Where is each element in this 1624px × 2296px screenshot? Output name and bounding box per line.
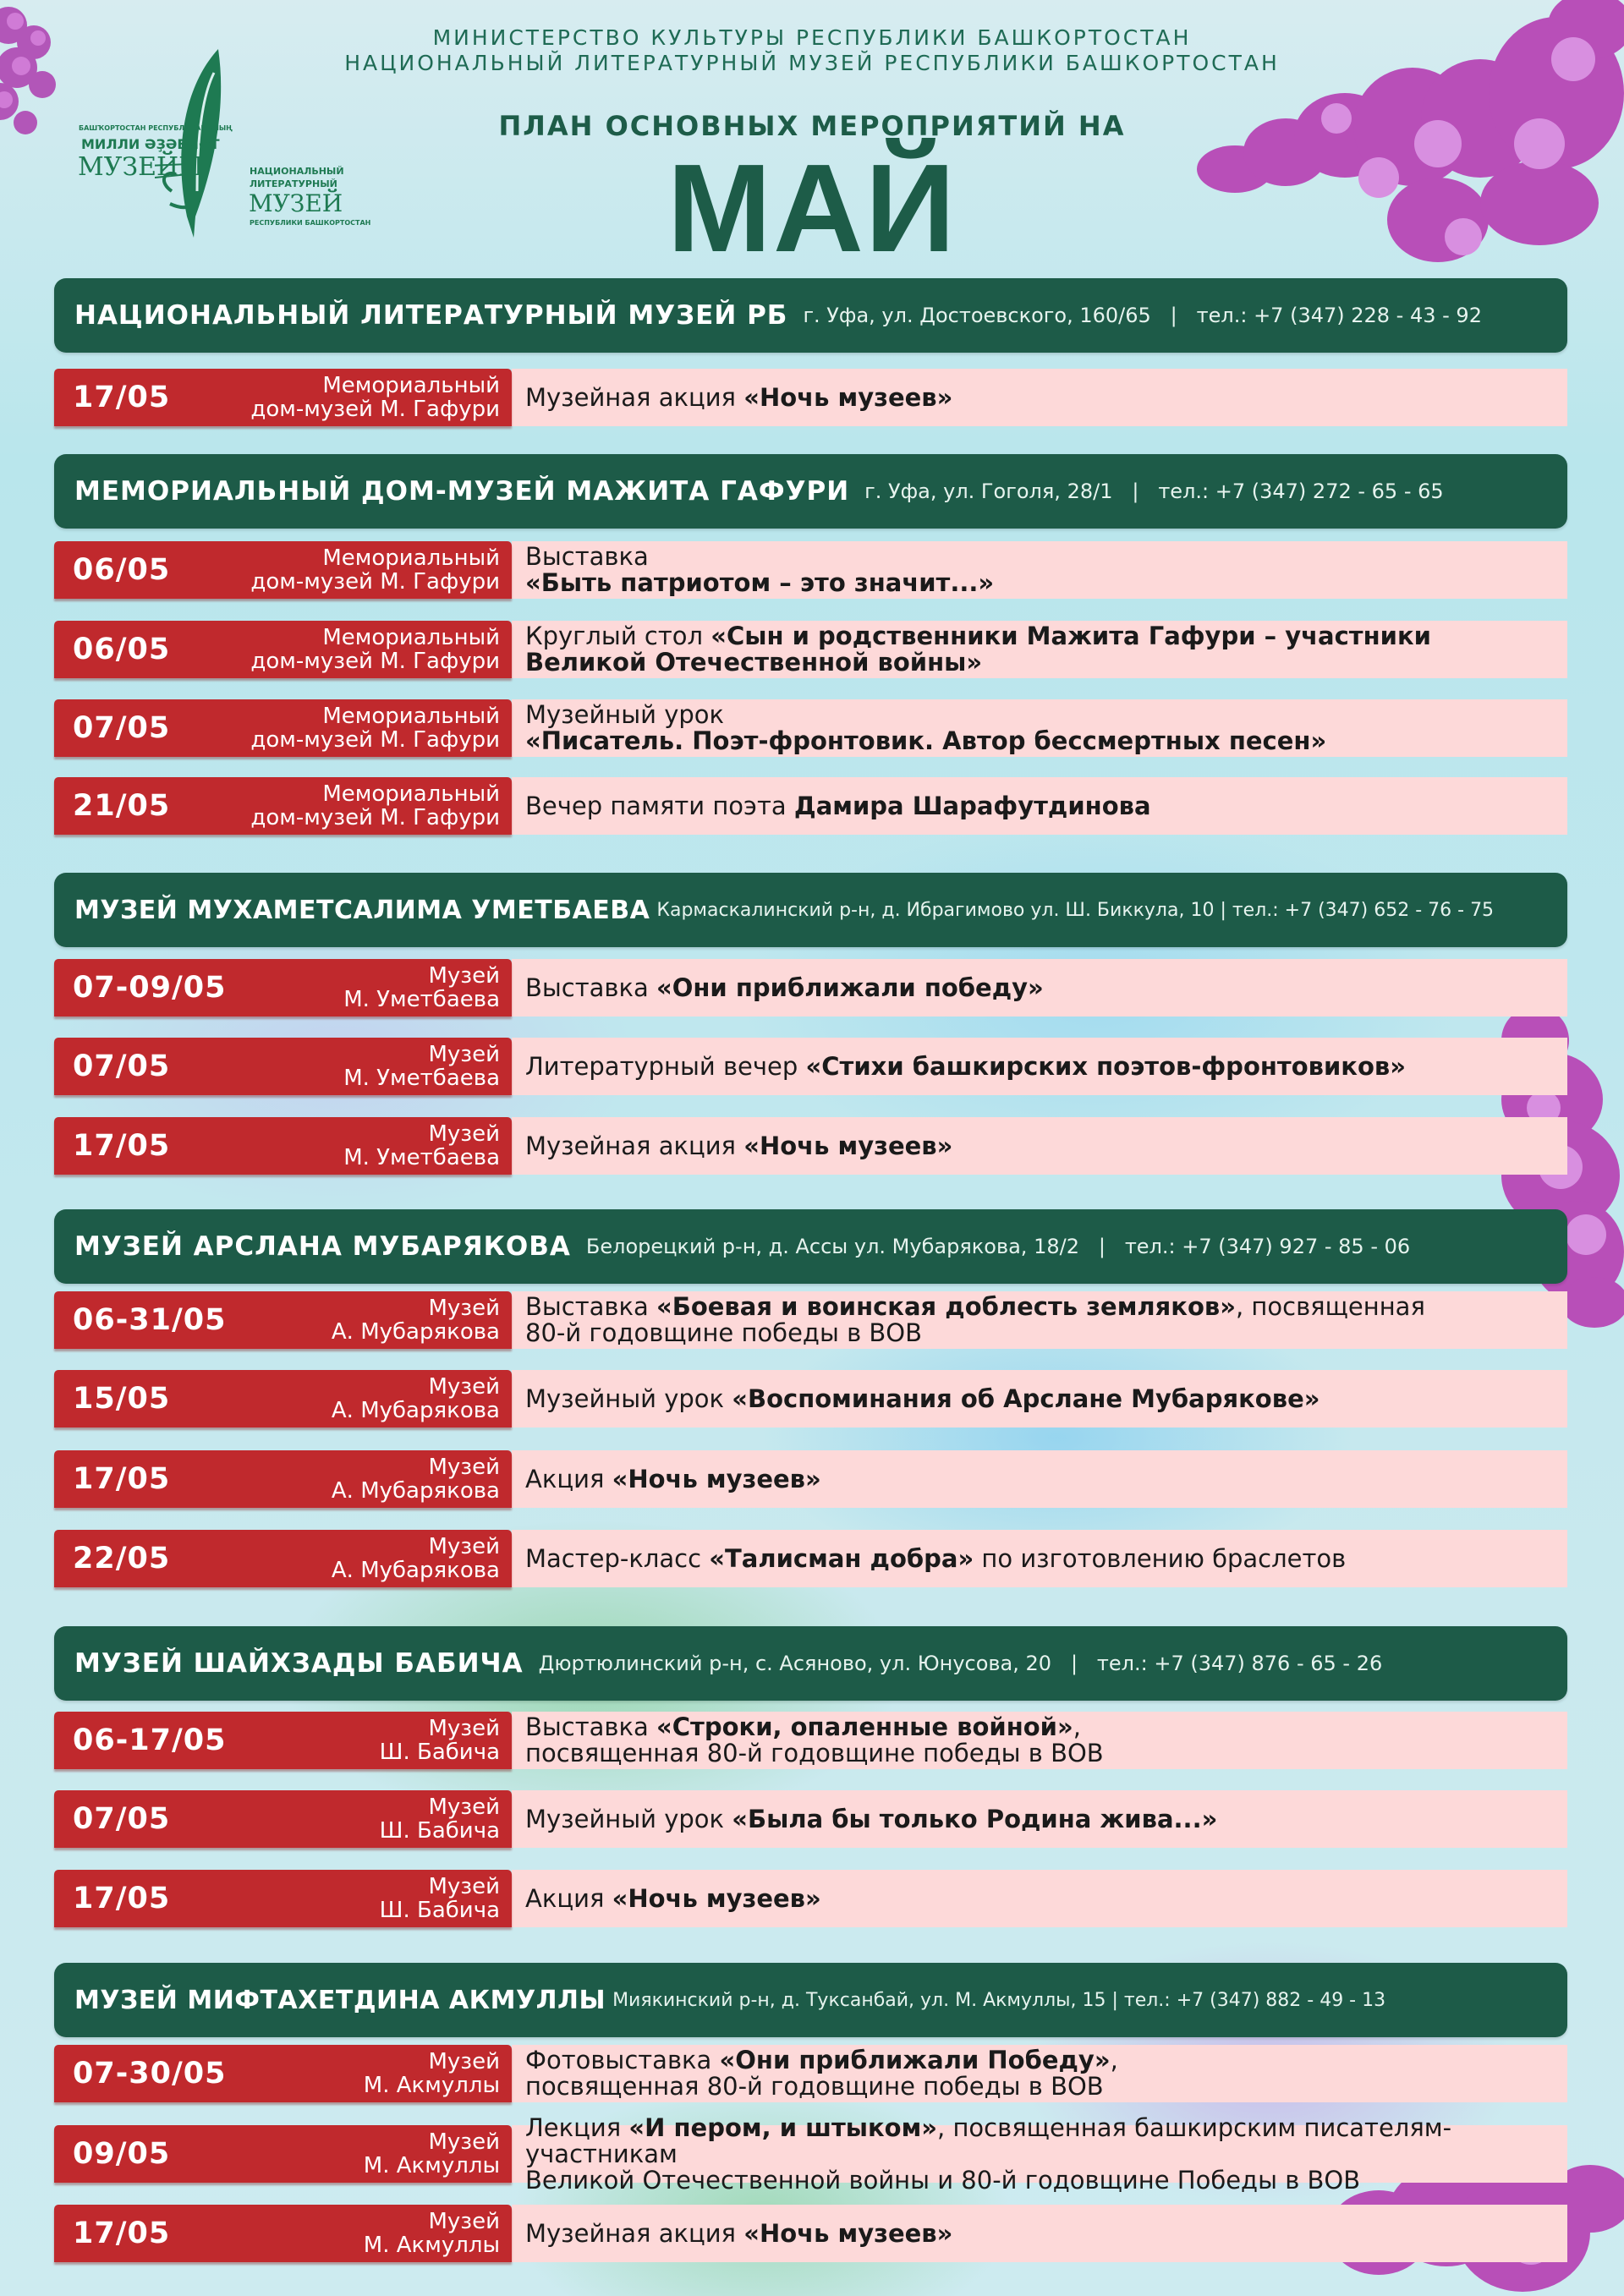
event-line-1	[525, 2112, 1567, 2168]
event-description	[512, 777, 1567, 835]
event-line-1	[525, 382, 953, 412]
event-line-1	[525, 1543, 1347, 1573]
event-description-text	[525, 1386, 1320, 1412]
event-type: Лекция	[525, 2112, 629, 2142]
event-type: Вечер памяти поэта	[525, 791, 794, 820]
event-date: 17/05	[73, 1882, 171, 1915]
event-line-1	[525, 544, 994, 570]
event-detail: посвященная 80-й годовщине победы в ВОВ	[525, 1739, 1104, 1767]
event-venue	[380, 1795, 500, 1843]
event-description-text	[525, 382, 953, 412]
event-date-block	[54, 959, 512, 1016]
event-venue	[343, 964, 500, 1011]
museum-name: МУЗЕЙ МИФТАХЕТДИНА АКМУЛЛЫ	[74, 1985, 606, 2015]
event-line-1	[525, 1806, 1217, 1833]
event-venue	[364, 2210, 500, 2257]
museum-header	[54, 873, 1567, 947]
museum-header	[54, 1209, 1567, 1284]
event-description-text	[525, 2112, 1567, 2195]
event-venue-line2: А. Мубарякова	[331, 1398, 500, 1423]
event-date-block	[54, 1712, 512, 1769]
event-venue-line2: Ш. Бабича	[379, 1898, 500, 1923]
event-title: «Воспоминания об Арслане Мубарякове»	[732, 1384, 1320, 1413]
event-date: 17/05	[73, 1129, 171, 1163]
event-venue-line1: Музей	[428, 1534, 500, 1559]
event-description	[512, 1870, 1567, 1927]
event-title: Дамира Шарафутдинова	[793, 791, 1151, 820]
event-title: «Ночь музеев»	[612, 1464, 821, 1493]
museum-address: Белорецкий р-н, д. Ассы ул. Мубарякова, 18/2 | тел.: +7 (347) 927 - 85 - 06	[585, 1235, 1411, 1258]
event-date-block	[54, 2205, 512, 2262]
event-row	[54, 369, 1567, 426]
event-venue-line1: Мемориальный	[322, 781, 500, 807]
plan-title: ПЛАН ОСНОВНЫХ МЕРОПРИЯТИЙ НА	[498, 110, 1126, 142]
event-venue-line1: Мемориальный	[322, 545, 500, 571]
event-type: Музейная акция	[525, 382, 744, 412]
event-description-text	[525, 2047, 1118, 2100]
event-line-1	[525, 1883, 821, 1913]
event-date: 22/05	[73, 1542, 171, 1575]
event-description	[512, 369, 1567, 426]
event-suffix: , посвященная	[1235, 1292, 1425, 1321]
event-venue-line1: Музей	[428, 1121, 500, 1147]
museum-header	[54, 278, 1567, 353]
event-description-text	[525, 2218, 953, 2248]
event-date: 07-30/05	[73, 2057, 227, 2091]
event-type: Литературный вечер	[525, 1051, 806, 1081]
event-line-1	[525, 623, 1431, 649]
event-venue-line2: дом-музей М. Гафури	[250, 649, 500, 674]
event-venue	[250, 782, 500, 830]
event-description-text	[525, 1051, 1406, 1081]
event-line-1	[525, 702, 1326, 728]
event-description-text	[525, 793, 1151, 819]
event-venue	[250, 374, 500, 421]
event-type: Музейный урок	[525, 700, 725, 729]
event-title: «Быть патриотом – это значит...»	[525, 568, 995, 597]
event-suffix: ,	[1073, 1712, 1081, 1741]
event-type: Музейная акция	[525, 2218, 744, 2248]
event-description	[512, 621, 1567, 678]
event-description	[512, 1530, 1567, 1587]
event-venue	[343, 1043, 500, 1090]
event-title: «Писатель. Поэт-фронтовик. Автор бессмертных песен»	[525, 726, 1327, 755]
event-type: Круглый стол	[525, 622, 711, 650]
event-line-2	[525, 1740, 1104, 1767]
event-row	[54, 1117, 1567, 1175]
logo-ba-line2: МИЛЛИ ӘҘӘБИӘТ	[81, 136, 220, 152]
museum-header	[54, 1626, 1567, 1701]
event-line-2	[525, 2167, 1567, 2194]
event-title: «Ночь музеев»	[612, 1883, 821, 1913]
event-date-block	[54, 621, 512, 678]
event-row	[54, 1450, 1567, 1508]
event-row	[54, 1038, 1567, 1095]
event-description	[512, 1117, 1567, 1175]
event-date-block	[54, 1038, 512, 1095]
event-date: 15/05	[73, 1382, 171, 1416]
event-venue-line1: Музей	[428, 1296, 500, 1321]
event-type: Музейный урок	[525, 1804, 732, 1833]
event-type: Выставка	[525, 542, 649, 571]
event-line-2	[525, 570, 994, 596]
event-row	[54, 621, 1567, 678]
event-title: «И пером, и штыком»	[628, 2112, 938, 2142]
event-date: 21/05	[73, 789, 171, 823]
event-description-text	[525, 975, 1044, 1001]
event-row	[54, 541, 1567, 599]
event-venue-line2: М. Акмуллы	[363, 2153, 500, 2178]
event-description	[512, 959, 1567, 1016]
event-description-text	[525, 1466, 821, 1493]
event-venue	[250, 704, 500, 752]
logo-ru-line4: РЕСПУБЛИКИ БАШКОРТОСТАН	[250, 219, 371, 227]
event-suffix: по изготовлению браслетов	[974, 1543, 1347, 1573]
event-date: 07/05	[73, 711, 171, 745]
logo-ru-line1: НАЦИОНАЛЬНЫЙ	[250, 166, 344, 177]
event-type: Музейный урок	[525, 1384, 732, 1413]
event-row	[54, 1370, 1567, 1427]
event-detail: 80-й годовщине победы в ВОВ	[525, 1318, 922, 1347]
event-line-2	[525, 649, 1431, 676]
event-line-1	[525, 1714, 1104, 1740]
museum-name: МУЗЕЙ МУХАМЕТСАЛИМА УМЕТБАЕВА	[74, 895, 650, 925]
event-title: «Они приближали победу»	[656, 973, 1044, 1002]
event-venue-line1: Музей	[428, 2129, 500, 2155]
museum-name: МУЗЕЙ ШАЙХЗАДЫ БАБИЧА	[74, 1648, 524, 1679]
event-venue-line2: М. Акмуллы	[363, 2233, 500, 2258]
event-type: Акция	[525, 1464, 612, 1493]
event-date: 06-31/05	[73, 1303, 227, 1337]
event-venue	[332, 1296, 500, 1344]
event-venue	[364, 2130, 500, 2178]
event-venue-line2: М. Акмуллы	[363, 2073, 500, 2098]
event-date: 07-09/05	[73, 971, 227, 1005]
event-line-1	[525, 1386, 1320, 1412]
ministry-line-1: МИНИСТЕРСТВО КУЛЬТУРЫ РЕСПУБЛИКИ БАШКОРТОСТАН	[432, 25, 1192, 50]
museum-address: Кармаскалинский р-н, д. Ибрагимово ул. Ш. Биккула, 10 | тел.: +7 (347) 652 - 76 - 75	[656, 899, 1495, 921]
event-description	[512, 2045, 1567, 2102]
event-suffix: ,	[1110, 2046, 1118, 2074]
event-date: 09/05	[73, 2137, 171, 2171]
event-date-block	[54, 1870, 512, 1927]
museum-name: МУЗЕЙ АРСЛАНА МУБАРЯКОВА	[74, 1231, 571, 1262]
event-line-1	[525, 1133, 952, 1159]
event-venue-line2: Ш. Бабича	[379, 1818, 500, 1844]
event-date-block	[54, 1291, 512, 1349]
event-description-text	[525, 1806, 1217, 1833]
event-title: «Боевая и воинская доблесть земляков»	[656, 1292, 1236, 1321]
event-line-2	[525, 1320, 1425, 1346]
event-venue	[364, 2050, 500, 2097]
event-description-text	[525, 1883, 821, 1913]
museum-address: Миякинский р-н, д. Туксанбай, ул. М. Акмуллы, 15 | тел.: +7 (347) 882 - 49 - 13	[612, 1989, 1386, 2011]
event-title: «Талисман добра»	[709, 1543, 974, 1573]
event-description-text	[525, 623, 1431, 676]
event-description	[512, 1450, 1567, 1508]
event-type: Фотовыставка	[525, 2046, 720, 2074]
event-venue-line2: дом-музей М. Гафури	[250, 805, 500, 830]
event-description	[512, 2112, 1567, 2195]
event-venue-line2: Ш. Бабича	[379, 1740, 500, 1765]
event-title: «Ночь музеев»	[743, 1131, 953, 1160]
museum-address: Дюртюлинский р-н, с. Асяново, ул. Юнусова, 20 | тел.: +7 (347) 876 - 65 - 26	[538, 1652, 1383, 1675]
event-row	[54, 1790, 1567, 1848]
event-title: «Ночь музеев»	[743, 382, 953, 412]
event-type: Мастер-класс	[525, 1543, 710, 1573]
event-row	[54, 2112, 1567, 2195]
museum-header	[54, 1963, 1567, 2037]
event-venue-line2: А. Мубарякова	[331, 1478, 500, 1504]
event-date-block	[54, 1530, 512, 1587]
event-date: 07/05	[73, 1049, 171, 1083]
event-date-block	[54, 1117, 512, 1175]
event-type: Музейная акция	[525, 1131, 744, 1160]
event-row	[54, 2045, 1567, 2102]
event-venue	[380, 1717, 500, 1764]
event-venue-line2: М. Уметбаева	[343, 1066, 500, 1091]
event-date: 17/05	[73, 1462, 171, 1496]
logo-ru-line3: МУЗЕЙ	[249, 189, 343, 217]
event-row	[54, 1712, 1567, 1769]
event-venue-line1: Музей	[428, 2209, 500, 2234]
event-description	[512, 2205, 1567, 2262]
event-line-1	[525, 975, 1044, 1001]
event-detail: посвященная 80-й годовщине победы в ВОВ	[525, 2072, 1104, 2101]
event-description-text	[525, 1133, 952, 1159]
event-venue-line2: дом-музей М. Гафури	[250, 727, 500, 753]
event-venue-line1: Музей	[428, 963, 500, 989]
event-venue	[332, 1375, 500, 1422]
event-description	[512, 1370, 1567, 1427]
event-line-1	[525, 2218, 953, 2248]
event-description	[512, 1291, 1567, 1349]
museum-header	[54, 454, 1567, 529]
event-venue-line1: Мемориальный	[322, 625, 500, 650]
event-description-text	[525, 702, 1326, 754]
event-date-block	[54, 2125, 512, 2183]
event-date: 17/05	[73, 381, 171, 414]
museum-name: НАЦИОНАЛЬНЫЙ ЛИТЕРАТУРНЫЙ МУЗЕЙ РБ	[74, 300, 788, 331]
event-date-block	[54, 699, 512, 757]
event-type: Выставка	[525, 1292, 656, 1321]
event-line-1	[525, 1466, 821, 1493]
event-venue-line1: Музей	[428, 1455, 500, 1480]
event-description	[512, 1712, 1567, 1769]
event-venue-line2: А. Мубарякова	[331, 1319, 500, 1345]
event-venue-line1: Музей	[428, 1874, 500, 1899]
event-venue-line1: Музей	[428, 2049, 500, 2074]
event-date-block	[54, 1450, 512, 1508]
ministry-line-2: НАЦИОНАЛЬНЫЙ ЛИТЕРАТУРНЫЙ МУЗЕЙ РЕСПУБЛИКИ БАШКОРТОСТАН	[344, 51, 1280, 75]
event-date: 06/05	[73, 633, 171, 666]
event-title: «Сын и родственники Мажита Гафури – участники	[710, 622, 1431, 650]
event-description	[512, 1790, 1567, 1848]
event-venue	[332, 1455, 500, 1503]
event-venue	[343, 1122, 500, 1170]
event-venue-line1: Музей	[428, 1374, 500, 1400]
event-line-2	[525, 728, 1326, 754]
event-row	[54, 959, 1567, 1016]
event-row	[54, 1291, 1567, 1349]
event-venue-line2: М. Уметбаева	[343, 987, 500, 1012]
event-date-block	[54, 541, 512, 599]
event-title: Великой Отечественной войны»	[525, 648, 983, 677]
event-detail: Великой Отечественной войны и 80-й годовщине Победы в ВОВ	[525, 2165, 1361, 2195]
museum-name: МЕМОРИАЛЬНЫЙ ДОМ-МУЗЕЙ МАЖИТА ГАФУРИ	[74, 476, 850, 507]
event-date-block	[54, 777, 512, 835]
event-suffix: , посвященная башкирским писателям-участникам	[525, 2112, 1452, 2168]
event-venue-line2: дом-музей М. Гафури	[250, 569, 500, 595]
event-venue-line1: Мемориальный	[322, 373, 500, 398]
event-type: Выставка	[525, 973, 656, 1002]
event-description-text	[525, 544, 994, 596]
event-date-block	[54, 1790, 512, 1848]
month-title: МАЙ	[667, 139, 957, 278]
event-date-block	[54, 1370, 512, 1427]
event-line-1	[525, 1294, 1425, 1320]
event-venue-line2: М. Уметбаева	[343, 1145, 500, 1170]
event-date-block	[54, 2045, 512, 2102]
event-line-2	[525, 2074, 1118, 2100]
event-line-1	[525, 793, 1151, 819]
logo-ba-line3: МУЗЕЙЫ	[78, 152, 204, 182]
event-description-text	[525, 1294, 1425, 1346]
event-venue	[380, 1875, 500, 1922]
event-row	[54, 1870, 1567, 1927]
logo-ba-line1: БАШҠОРТОСТАН РЕСПУБЛИКАҺЫНЫҢ	[79, 124, 233, 132]
event-row	[54, 1530, 1567, 1587]
event-venue-line2: А. Мубарякова	[331, 1558, 500, 1583]
event-venue-line1: Музей	[428, 1795, 500, 1820]
event-venue	[332, 1535, 500, 1582]
event-row	[54, 777, 1567, 835]
event-date: 17/05	[73, 2217, 171, 2250]
event-title: «Ночь музеев»	[743, 2218, 953, 2248]
event-row	[54, 699, 1567, 757]
event-title: «Строки, опаленные войной»	[656, 1712, 1073, 1741]
event-venue	[250, 626, 500, 673]
logo-ru-line2: ЛИТЕРАТУРНЫЙ	[250, 178, 337, 189]
event-venue	[250, 546, 500, 594]
event-date-block	[54, 369, 512, 426]
event-description-text	[525, 1543, 1347, 1573]
event-venue-line1: Мемориальный	[322, 704, 500, 729]
event-type: Акция	[525, 1883, 612, 1913]
event-row	[54, 2205, 1567, 2262]
event-date: 06/05	[73, 553, 171, 587]
event-line-1	[525, 2047, 1118, 2074]
museum-address: г. Уфа, ул. Достоевского, 160/65 | тел.: +7 (347) 228 - 43 - 92	[803, 304, 1482, 327]
event-venue-line1: Музей	[428, 1042, 500, 1067]
event-venue-line2: дом-музей М. Гафури	[250, 397, 500, 422]
event-date: 07/05	[73, 1802, 171, 1836]
event-venue-line1: Музей	[428, 1716, 500, 1741]
museum-address: г. Уфа, ул. Гоголя, 28/1 | тел.: +7 (347) 272 - 65 - 65	[864, 479, 1444, 503]
event-title: «Стихи башкирских поэтов-фронтовиков»	[805, 1051, 1406, 1081]
event-description	[512, 699, 1567, 757]
event-type: Выставка	[525, 1712, 656, 1741]
event-line-1	[525, 1051, 1406, 1081]
event-title: «Была бы только Родина жива...»	[732, 1804, 1218, 1833]
event-date: 06-17/05	[73, 1723, 227, 1757]
event-title: «Они приближали Победу»	[719, 2046, 1111, 2074]
event-description	[512, 541, 1567, 599]
event-description-text	[525, 1714, 1104, 1767]
event-description	[512, 1038, 1567, 1095]
